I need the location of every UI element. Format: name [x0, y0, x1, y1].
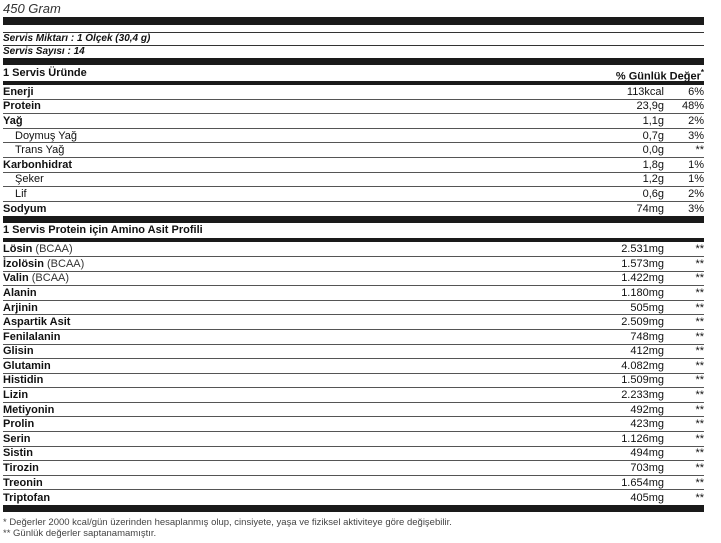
amino-header: 1 Servis Protein için Amino Asit Profili [3, 224, 203, 237]
nutrient-amount: 0,7g [642, 129, 664, 142]
amino-amount: 2.531mg [621, 243, 664, 256]
amino-amount: 4.082mg [621, 359, 664, 372]
amino-top-bar [3, 216, 704, 223]
amino-amount: 748mg [630, 330, 664, 343]
amino-name-cell [3, 477, 584, 489]
amino-name-cell [3, 418, 584, 430]
amino-daily-value: ** [695, 330, 704, 343]
nutrient-row [3, 187, 704, 202]
serving-count [3, 46, 704, 58]
amino-name-cell [3, 404, 584, 416]
nutrient-amount: 113kcal [626, 85, 664, 98]
amino-name-cell [3, 287, 584, 299]
amino-amount: 1.654mg [621, 476, 664, 489]
amino-name-cell [3, 331, 584, 343]
amino-note: (BCAA) [32, 243, 73, 256]
amino-daily-value: ** [695, 272, 704, 285]
nutrient-name: Şeker [15, 173, 44, 186]
nutrient-row [3, 85, 704, 100]
amino-daily-value: ** [695, 491, 704, 504]
bottom-thick-bar [3, 505, 704, 512]
amino-name: Lizin [3, 389, 29, 402]
amino-name: İzolösin [3, 257, 44, 270]
serving-bar [3, 58, 704, 65]
amino-name: Arjinin [3, 301, 38, 314]
amino-amount: 412mg [630, 345, 664, 358]
nutrition-header [3, 65, 704, 81]
amino-row [3, 490, 704, 505]
amino-name-cell [3, 433, 584, 445]
amino-amount: 1.573mg [621, 257, 664, 270]
amino-name: Serin [3, 432, 31, 445]
amino-name: Valin [3, 272, 29, 285]
amino-amount: 1.422mg [621, 272, 664, 285]
nutrient-daily-value: 48% [681, 100, 704, 113]
package-size: 450 Gram [3, 1, 61, 16]
amino-name-cell [3, 360, 584, 372]
amino-amount: 1.180mg [621, 286, 664, 299]
serving-amount-label: Servis Miktarı : [3, 33, 75, 44]
amino-name-cell [3, 316, 584, 328]
amino-name: Treonin [3, 476, 43, 489]
amino-row [3, 432, 704, 447]
amino-row [3, 272, 704, 287]
nutrient-daily-value: 3% [688, 129, 704, 142]
amino-daily-value: ** [695, 476, 704, 489]
nutrients-list [3, 85, 704, 216]
daily-value-mark: * [700, 68, 704, 77]
amino-row [3, 345, 704, 360]
nutrient-daily-value: ** [695, 144, 704, 157]
nutrient-row [3, 143, 704, 158]
amino-daily-value: ** [695, 316, 704, 329]
amino-row [3, 374, 704, 389]
amino-name-cell [3, 462, 584, 474]
amino-daily-value: ** [695, 432, 704, 445]
amino-amount: 492mg [630, 403, 664, 416]
nutrient-name: Doymuş Yağ [15, 129, 77, 142]
footnote-undetermined: ** Günlük değerler saptanamamıştır. [3, 528, 157, 540]
nutrient-amount: 0,0g [642, 144, 664, 157]
amino-name: Tirozin [3, 462, 39, 475]
nutrient-amount: 1,1g [642, 114, 664, 127]
amino-name: Prolin [3, 418, 35, 431]
amino-row [3, 242, 704, 257]
nutrition-facts-panel [3, 0, 704, 539]
amino-name-cell [3, 345, 584, 357]
serving-count-label: Servis Sayısı : [3, 46, 71, 57]
nutrient-name: Lif [15, 187, 27, 200]
footnote-daily-values: * Değerler 2000 kcal/gün üzerinden hesaplanmış olup, cinsiyete, yaşa ve fiziksel aktiviteye göre değişebilir. [3, 517, 452, 529]
amino-name: Lösin [3, 243, 33, 256]
amino-name: Sistin [3, 447, 33, 460]
nutrient-amount: 1,8g [642, 158, 664, 171]
amino-row [3, 257, 704, 272]
amino-name: Aspartik Asit [3, 316, 71, 329]
amino-name: Metiyonin [3, 403, 55, 416]
amino-daily-value: ** [695, 403, 704, 416]
nutrient-daily-value: 6% [688, 85, 704, 98]
amino-amount: 2.233mg [621, 389, 664, 402]
amino-daily-value: ** [695, 389, 704, 402]
nutrient-name: Trans Yağ [15, 144, 65, 157]
nutrient-row [3, 158, 704, 173]
amino-row [3, 461, 704, 476]
footnotes [3, 517, 704, 539]
amino-amount: 2.509mg [621, 316, 664, 329]
amino-note: (BCAA) [43, 257, 85, 270]
amino-row [3, 476, 704, 491]
nutrient-amount: 0,6g [642, 187, 664, 200]
amino-row [3, 301, 704, 316]
nutrient-name: Karbonhidrat [3, 158, 73, 171]
amino-amount: 494mg [630, 447, 664, 460]
amino-amount: 1.509mg [621, 374, 664, 387]
nutrition-header-left: 1 Servis Üründe [3, 67, 87, 79]
amino-row [3, 359, 704, 374]
nutrient-daily-value: 1% [688, 158, 704, 171]
nutrient-daily-value: 2% [688, 187, 704, 200]
amino-row [3, 447, 704, 462]
amino-name: Triptofan [3, 491, 51, 504]
amino-amount: 505mg [630, 301, 664, 314]
nutrient-amount: 1,2g [642, 173, 664, 186]
nutrient-row [3, 114, 704, 129]
amino-name-cell [3, 272, 584, 284]
nutrient-row [3, 173, 704, 188]
nutrient-name: Yağ [3, 114, 23, 127]
nutrient-name: Enerji [3, 85, 34, 98]
amino-row [3, 286, 704, 301]
amino-daily-value: ** [695, 257, 704, 270]
nutrient-name: Sodyum [3, 203, 47, 216]
nutrient-name: Protein [3, 100, 41, 113]
amino-daily-value: ** [695, 447, 704, 460]
amino-name: Glutamin [3, 359, 51, 372]
nutrient-row [3, 100, 704, 115]
amino-amount: 1.126mg [621, 432, 664, 445]
amino-name: Alanin [3, 286, 37, 299]
amino-name: Histidin [3, 374, 44, 387]
nutrition-header-right: % Günlük Değer* [615, 68, 704, 83]
amino-daily-value: ** [695, 286, 704, 299]
nutrient-daily-value: 2% [688, 114, 704, 127]
amino-name-cell [3, 374, 584, 386]
amino-name-cell [3, 492, 584, 504]
amino-daily-value: ** [695, 345, 704, 358]
serving-amount-value: 1 Ölçek (30,4 g) [76, 33, 151, 44]
amino-row [3, 403, 704, 418]
amino-name-cell [3, 258, 584, 270]
amino-name-cell [3, 243, 584, 255]
amino-daily-value: ** [695, 418, 704, 431]
amino-daily-value: ** [695, 462, 704, 475]
amino-name: Glisin [3, 345, 34, 358]
amino-name-cell [3, 447, 584, 459]
nutrient-daily-value: 1% [688, 173, 704, 186]
serving-amount [3, 33, 704, 45]
nutrient-row [3, 129, 704, 144]
nutrient-amount: 74mg [636, 203, 664, 216]
nutrient-row [3, 202, 704, 217]
serving-count-value: 14 [73, 46, 85, 57]
amino-row [3, 330, 704, 345]
amino-name-cell [3, 302, 584, 314]
amino-daily-value: ** [695, 243, 704, 256]
amino-row [3, 315, 704, 330]
amino-name-cell [3, 389, 584, 401]
nutrient-amount: 23,9g [636, 100, 664, 113]
amino-row [3, 417, 704, 432]
top-thick-bar [3, 17, 704, 25]
amino-name: Fenilalanin [3, 330, 61, 343]
amino-amount: 703mg [630, 462, 664, 475]
amino-amount: 405mg [630, 491, 664, 504]
amino-daily-value: ** [695, 301, 704, 314]
amino-daily-value: ** [695, 374, 704, 387]
amino-amount: 423mg [630, 418, 664, 431]
nutrient-daily-value: 3% [688, 203, 704, 216]
amino-note: (BCAA) [28, 272, 70, 285]
amino-list [3, 242, 704, 505]
amino-daily-value: ** [695, 359, 704, 372]
amino-row [3, 388, 704, 403]
